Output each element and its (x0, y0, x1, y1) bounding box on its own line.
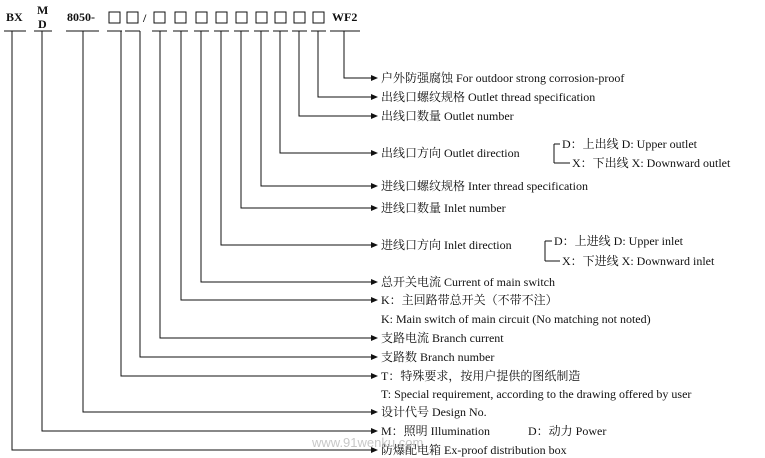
code-box-10 (294, 12, 305, 23)
code-m: M (37, 3, 49, 17)
code-d: D (38, 17, 47, 31)
arrow-inlet-thread (371, 183, 378, 189)
arrow-outlet-number (371, 113, 378, 119)
arrow-main-current (371, 279, 378, 285)
label-outlet-up: D：上出线 D: Upper outlet (562, 137, 697, 151)
arrow-inlet-number (371, 205, 378, 211)
label-product: 防爆配电箱 Ex-proof distribution box (381, 443, 567, 457)
arrow-outlet-thread (371, 94, 378, 100)
label-m: M：照明 Illumination (381, 424, 490, 438)
arrow-main-switch (371, 297, 378, 303)
label-branch-number: 支路数 Branch number (381, 350, 495, 364)
code-box-11 (313, 12, 324, 23)
code-suffix: WF2 (332, 10, 358, 24)
code-box-4 (175, 12, 186, 23)
label-outlet-direction: 出线口方向 Outlet direction (381, 146, 520, 160)
leader-design-no (83, 31, 372, 412)
leader-branch-number (140, 31, 372, 357)
arrow-design-no (371, 409, 378, 415)
arrow-special (371, 373, 378, 379)
label-outdoor: 户外防强腐蚀 For outdoor strong corrosion-proof (381, 71, 625, 85)
label-special-cn: T：特殊要求，按用户提供的图纸制造 (381, 369, 581, 383)
label-main-switch-en: K: Main switch of main circuit (No matching not noted) (381, 312, 651, 326)
code-box-5 (196, 12, 207, 23)
arrow-branch-current (371, 335, 378, 341)
label-outlet-number: 出线口数量 Outlet number (381, 109, 514, 123)
code-box-9 (275, 12, 286, 23)
arrow-inlet-direction (371, 242, 378, 248)
arrow-md (371, 428, 378, 434)
label-special-en: T: Special requirement, according to the drawing offered by user (381, 387, 692, 401)
leader-md (42, 31, 372, 431)
code-series: 8050- (67, 10, 95, 24)
arrow-branch-number (371, 354, 378, 360)
code-box-8 (256, 12, 267, 23)
label-branch-current: 支路电流 Branch current (381, 331, 504, 345)
label-inlet-thread: 进线口螺纹规格 Inter thread specification (381, 179, 588, 193)
code-box-6 (216, 12, 227, 23)
label-main-switch-cn: K：主回路带总开关（不带不注） (381, 293, 558, 307)
arrow-outdoor (371, 75, 378, 81)
leader-special (121, 31, 372, 376)
leader-inlet-direction (221, 31, 372, 245)
label-outlet-thread: 出线口螺纹规格 Outlet thread specification (381, 90, 596, 104)
leader-outdoor (344, 31, 372, 78)
leader-main-switch (181, 31, 372, 300)
label-design-no: 设计代号 Design No. (381, 405, 487, 419)
label-inlet-number: 进线口数量 Inlet number (381, 201, 506, 215)
code-box-1 (109, 12, 120, 23)
label-d: D：动力 Power (528, 424, 607, 438)
leader-inlet-thread (261, 31, 372, 186)
leader-outlet-direction (280, 31, 372, 153)
label-inlet-up: D：上进线 D: Upper inlet (554, 234, 683, 248)
code-box-7 (236, 12, 247, 23)
code-box-3 (154, 12, 165, 23)
leader-outlet-thread (318, 31, 372, 97)
leader-outlet-number (299, 31, 372, 116)
arrow-outlet-direction (371, 150, 378, 156)
label-main-current: 总开关电流 Current of main switch (381, 275, 555, 289)
code-box-2 (127, 12, 138, 23)
watermark-text: www.91wenku.com (312, 435, 424, 450)
label-inlet-direction: 进线口方向 Inlet direction (381, 238, 512, 252)
code-slash: / (143, 11, 147, 25)
leader-branch-current (160, 31, 372, 338)
leader-main-current (201, 31, 372, 282)
label-inlet-down: X：下进线 X: Downward inlet (562, 254, 715, 268)
code-prefix: BX (6, 10, 23, 24)
label-outlet-down: X：下出线 X: Downward outlet (572, 156, 731, 170)
